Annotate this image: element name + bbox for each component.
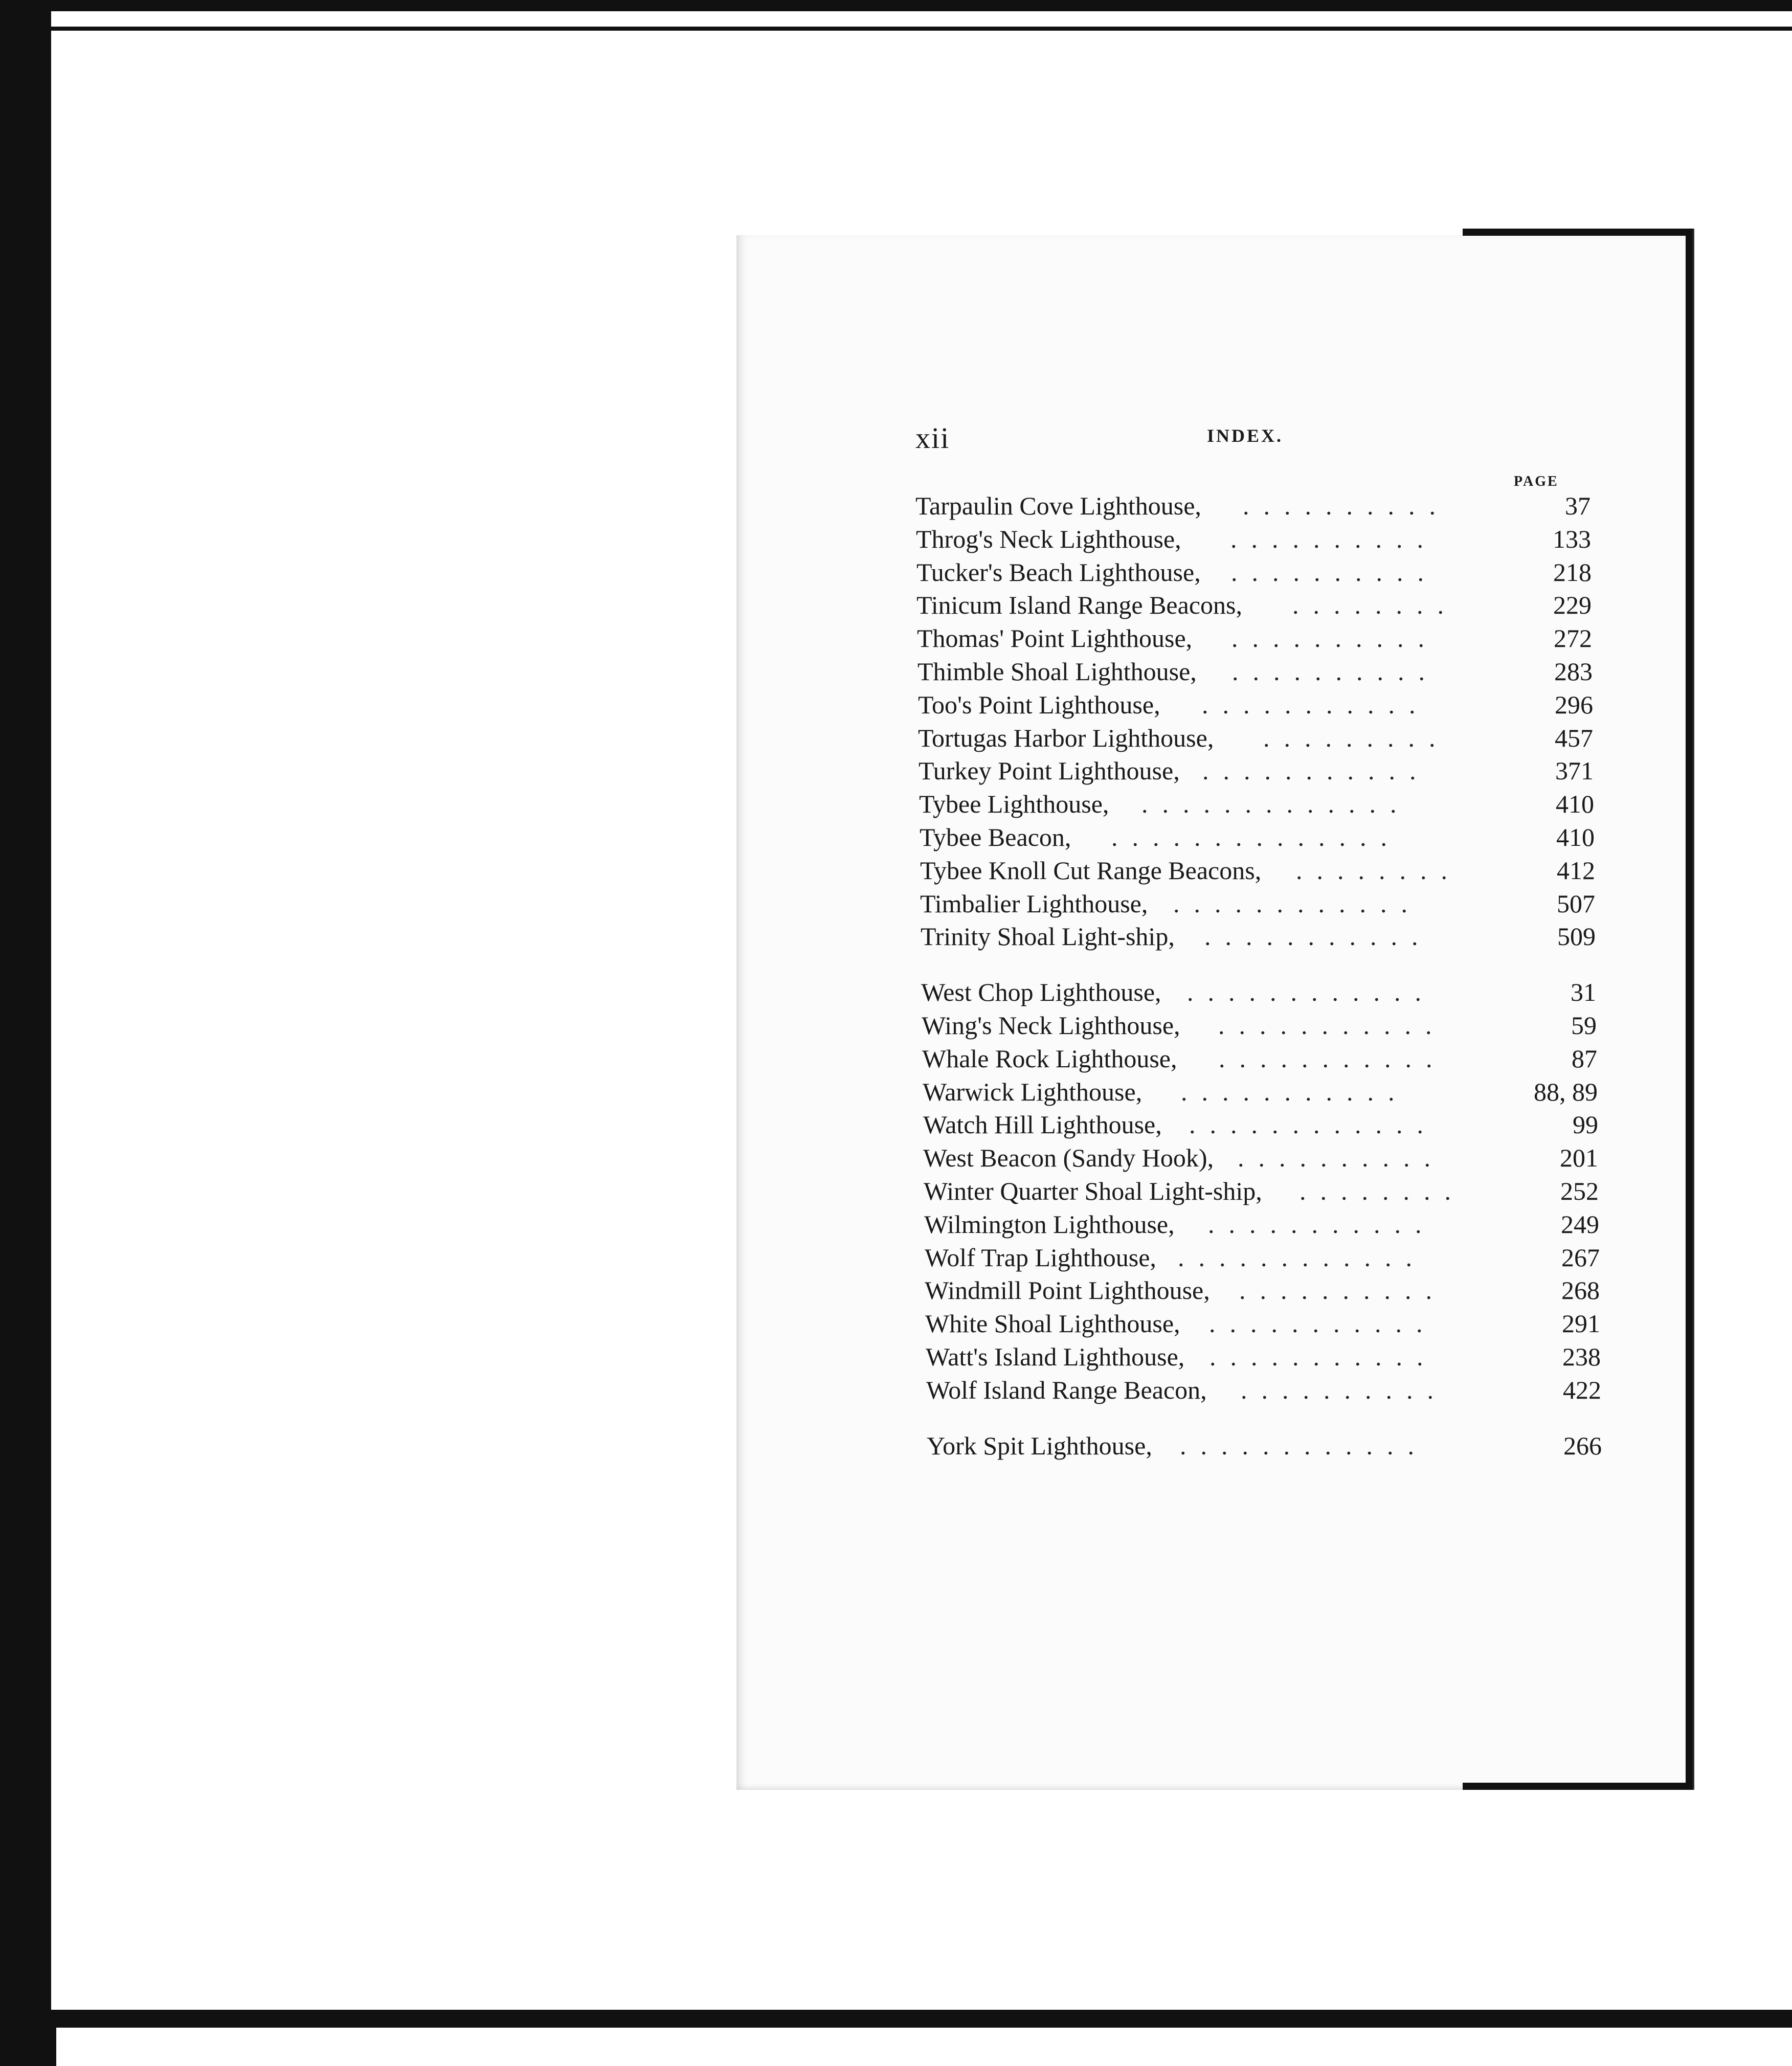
- book-spine: [1686, 229, 1693, 1790]
- entry-name: Too's Point Lighthouse,: [918, 690, 1160, 719]
- entry-name: Warwick Lighthouse,: [923, 1077, 1143, 1106]
- entry-name: Watt's Island Lighthouse,: [926, 1342, 1185, 1371]
- entry-page: 238: [1562, 1342, 1601, 1371]
- entry-page: 296: [1555, 690, 1593, 719]
- entry-name: Tucker's Beach Lighthouse,: [916, 558, 1201, 587]
- dot-leader: ............: [1173, 889, 1422, 918]
- entry-page: 283: [1554, 657, 1593, 686]
- dot-leader: ..........: [1231, 624, 1439, 653]
- page-title: INDEX.: [1207, 425, 1284, 446]
- entry-name: West Beacon (Sandy Hook),: [923, 1143, 1214, 1172]
- dot-leader: ........: [1300, 1177, 1465, 1205]
- entry-page: 201: [1560, 1143, 1598, 1172]
- entry-page: 268: [1561, 1276, 1600, 1305]
- dot-leader: ...........: [1218, 1011, 1446, 1040]
- dot-leader: ..........: [1231, 558, 1438, 587]
- index-entry: [926, 1342, 1601, 1375]
- entry-name: White Shoal Lighthouse,: [925, 1309, 1180, 1338]
- dot-leader: ..........: [1239, 1276, 1446, 1305]
- entry-name: Turkey Point Lighthouse,: [919, 756, 1180, 785]
- dot-leader: ...........: [1202, 756, 1430, 785]
- dot-leader: ...........: [1202, 690, 1430, 719]
- scan-border-left: [0, 0, 51, 2066]
- page-number: xii: [915, 421, 950, 455]
- entry-page: 218: [1553, 558, 1592, 587]
- entry-page: 291: [1562, 1309, 1600, 1338]
- dot-leader: ..............: [1111, 823, 1401, 851]
- entry-page: 249: [1561, 1210, 1599, 1239]
- index-entry: [915, 491, 1591, 524]
- entry-name: Tortugas Harbor Lighthouse,: [918, 724, 1214, 752]
- entry-name: Tinicum Island Range Beacons,: [916, 591, 1242, 619]
- dot-leader: ...........: [1219, 1044, 1447, 1073]
- entry-name: Wing's Neck Lighthouse,: [922, 1011, 1180, 1040]
- index-entry: [924, 1209, 1599, 1242]
- dot-leader: ...........: [1208, 1210, 1436, 1239]
- index-entry: [919, 756, 1594, 789]
- index-entry: [925, 1309, 1600, 1341]
- index-entry: [920, 889, 1595, 922]
- entry-page: 457: [1555, 724, 1593, 752]
- index-entry: [925, 1275, 1600, 1308]
- dot-leader: ............: [1187, 978, 1436, 1006]
- entry-name: Tybee Beacon,: [920, 823, 1071, 851]
- cover-edge-bottom: [1463, 1783, 1693, 1790]
- index-entry: [918, 690, 1593, 723]
- index-entry: [922, 1044, 1597, 1076]
- entry-page: 422: [1563, 1376, 1601, 1404]
- index-entry: [926, 1375, 1601, 1408]
- index-entry: [924, 1176, 1599, 1209]
- dot-leader: ........: [1296, 856, 1462, 885]
- dot-leader: .........: [1263, 724, 1450, 752]
- entry-name: Throg's Neck Lighthouse,: [916, 525, 1181, 553]
- index-entry: [922, 1010, 1597, 1043]
- index-entry: [919, 789, 1594, 822]
- entry-name: Thomas' Point Lighthouse,: [917, 624, 1193, 653]
- entry-page: 229: [1553, 591, 1592, 619]
- entry-name: Timbalier Lighthouse,: [920, 889, 1148, 918]
- entry-page: 267: [1561, 1243, 1600, 1272]
- entry-name: Windmill Point Lighthouse,: [925, 1276, 1210, 1305]
- entry-name: Tarpaulin Cove Lighthouse,: [915, 491, 1201, 520]
- index-entry: [923, 1143, 1598, 1176]
- dot-leader: .............: [1141, 790, 1411, 818]
- index-entry: [917, 623, 1592, 656]
- page-column-label: PAGE: [1514, 474, 1559, 489]
- index-entry: [923, 1110, 1598, 1142]
- entry-name: Wolf Island Range Beacon,: [926, 1376, 1207, 1404]
- dot-leader: ...........: [1209, 1342, 1438, 1371]
- entry-page: 133: [1553, 525, 1591, 553]
- dot-leader: ...........: [1209, 1309, 1437, 1338]
- scan-border-top-gap: [51, 11, 1792, 27]
- entry-name: Winter Quarter Shoal Light-ship,: [924, 1177, 1262, 1205]
- entry-name: West Chop Lighthouse,: [921, 978, 1161, 1006]
- entry-page: 272: [1554, 624, 1592, 653]
- entry-page: 410: [1556, 823, 1595, 851]
- index-entry: [917, 657, 1593, 689]
- entry-page: 509: [1557, 922, 1596, 951]
- dot-leader: ............: [1180, 1431, 1428, 1460]
- entry-page: 59: [1571, 1011, 1597, 1040]
- index-entry: [916, 557, 1592, 590]
- running-head: [915, 421, 1284, 457]
- dot-leader: ..........: [1241, 1376, 1448, 1404]
- dot-leader: ........: [1292, 591, 1458, 619]
- entry-name: Trinity Shoal Light-ship,: [921, 922, 1175, 951]
- scan-border-bottom-gap: [56, 2028, 1792, 2066]
- index-entry: [923, 1077, 1598, 1110]
- index-entry: [916, 524, 1591, 557]
- entry-page: 412: [1557, 856, 1595, 885]
- entry-page: 37: [1565, 491, 1591, 520]
- entry-name: Thimble Shoal Lighthouse,: [917, 657, 1197, 686]
- index-entry: [916, 590, 1592, 623]
- entry-page: 31: [1571, 978, 1596, 1006]
- dot-leader: ..........: [1238, 1143, 1445, 1172]
- entry-page: 252: [1560, 1177, 1599, 1205]
- index-entry: [925, 1243, 1600, 1275]
- entry-name: York Spit Lighthouse,: [927, 1431, 1152, 1460]
- entry-page: 371: [1555, 756, 1594, 785]
- entry-page: 410: [1556, 790, 1594, 818]
- index-entry: [921, 977, 1596, 1010]
- entry-name: Wilmington Lighthouse,: [924, 1210, 1175, 1239]
- dot-leader: ............: [1189, 1110, 1438, 1139]
- index-entry: [927, 1431, 1602, 1464]
- dot-leader: ...........: [1181, 1077, 1409, 1106]
- facing-page: [1693, 229, 1792, 1790]
- index-entry: [921, 922, 1596, 954]
- dot-leader: ..........: [1243, 491, 1450, 520]
- index-entry: [920, 822, 1595, 855]
- entry-page: 88, 89: [1534, 1077, 1598, 1106]
- dot-leader: ..........: [1232, 657, 1439, 686]
- dot-leader: ............: [1178, 1243, 1426, 1272]
- index-entry: [918, 723, 1593, 756]
- entry-name: Tybee Knoll Cut Range Beacons,: [920, 856, 1262, 885]
- cover-edge-top: [1463, 229, 1693, 236]
- entry-page: 266: [1563, 1431, 1602, 1460]
- entry-page: 99: [1573, 1110, 1598, 1139]
- dot-leader: ...........: [1204, 922, 1432, 951]
- entry-name: Tybee Lighthouse,: [919, 790, 1109, 818]
- entry-name: Whale Rock Lighthouse,: [922, 1044, 1177, 1073]
- entry-page: 87: [1572, 1044, 1597, 1073]
- index-entry: [920, 856, 1595, 888]
- dot-leader: ..........: [1230, 525, 1438, 553]
- entry-name: Wolf Trap Lighthouse,: [925, 1243, 1156, 1272]
- entry-page: 507: [1557, 889, 1595, 918]
- entry-name: Watch Hill Lighthouse,: [923, 1110, 1162, 1139]
